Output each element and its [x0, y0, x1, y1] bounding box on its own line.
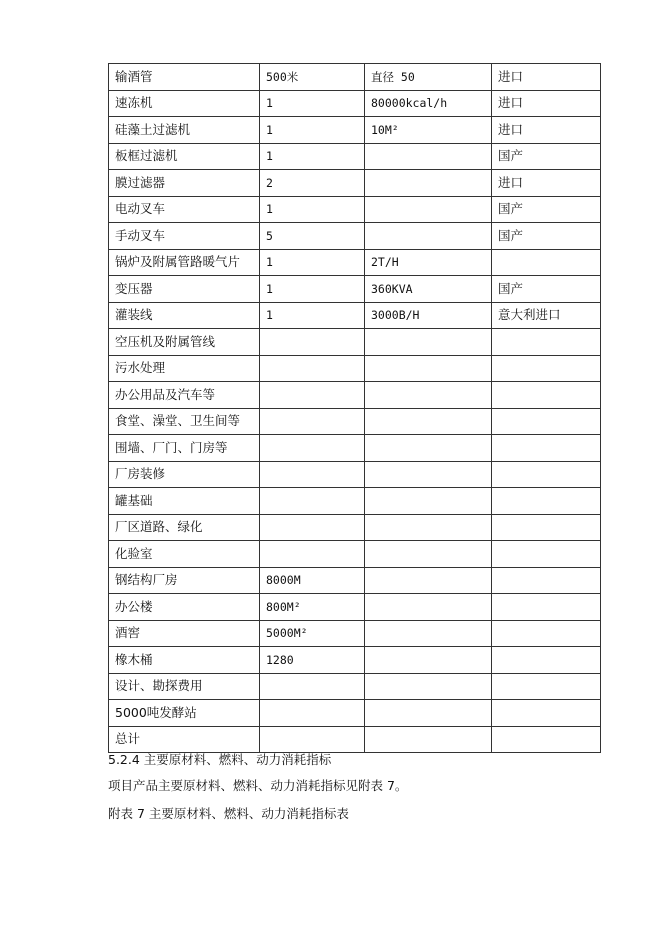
- cell-item-name: 围墙、厂门、门房等: [109, 435, 260, 462]
- cell-item-name: 橡木桶: [109, 647, 260, 674]
- cell-origin: [492, 435, 601, 462]
- table-row: [109, 249, 601, 276]
- cell-specification: [365, 726, 492, 753]
- cell-item-name: 钢结构厂房: [109, 567, 260, 594]
- equipment-table-body: [109, 64, 601, 753]
- cell-origin: [492, 488, 601, 515]
- cell-specification: [365, 170, 492, 197]
- cell-item-name: 灌装线: [109, 302, 260, 329]
- cell-specification: [365, 647, 492, 674]
- cell-item-name: 输酒管: [109, 64, 260, 91]
- cell-origin: 意大利进口: [492, 302, 601, 329]
- cell-specification: 360KVA: [365, 276, 492, 303]
- table-row: [109, 276, 601, 303]
- table-caption: 附表 7 主要原材料、燃料、动力消耗指标表: [108, 806, 349, 821]
- table-row: [109, 594, 601, 621]
- cell-item-name: 设计、勘探费用: [109, 673, 260, 700]
- cell-origin: [492, 700, 601, 727]
- cell-quantity: 800M²: [260, 594, 365, 621]
- cell-item-name: 锅炉及附属管路暖气片: [109, 249, 260, 276]
- table-row: [109, 567, 601, 594]
- cell-item-name: 厂区道路、绿化: [109, 514, 260, 541]
- cell-item-name: 总计: [109, 726, 260, 753]
- cell-quantity: [260, 355, 365, 382]
- cell-quantity: 1: [260, 196, 365, 223]
- cell-specification: [365, 673, 492, 700]
- cell-specification: [365, 435, 492, 462]
- cell-origin: [492, 249, 601, 276]
- cell-specification: [365, 329, 492, 356]
- cell-item-name: 5000吨发酵站: [109, 700, 260, 727]
- cell-specification: 10M²: [365, 117, 492, 144]
- cell-specification: [365, 143, 492, 170]
- table-row: [109, 541, 601, 568]
- cell-origin: [492, 673, 601, 700]
- table-row: [109, 329, 601, 356]
- cell-item-name: 速冻机: [109, 90, 260, 117]
- table-row: [109, 700, 601, 727]
- cell-origin: [492, 382, 601, 409]
- cell-specification: 2T/H: [365, 249, 492, 276]
- cell-quantity: [260, 329, 365, 356]
- cell-origin: 进口: [492, 170, 601, 197]
- cell-item-name: 污水处理: [109, 355, 260, 382]
- cell-specification: [365, 700, 492, 727]
- cell-specification: [365, 355, 492, 382]
- cell-quantity: [260, 726, 365, 753]
- cell-origin: [492, 541, 601, 568]
- table-row: [109, 64, 601, 91]
- cell-specification: 3000B/H: [365, 302, 492, 329]
- section-body-text: 项目产品主要原材料、燃料、动力消耗指标见附表 7。: [108, 778, 408, 793]
- table-row: [109, 143, 601, 170]
- table-row: [109, 117, 601, 144]
- cell-specification: 直径 50: [365, 64, 492, 91]
- equipment-table: [108, 63, 601, 753]
- cell-origin: 进口: [492, 117, 601, 144]
- cell-quantity: [260, 408, 365, 435]
- table-row: [109, 673, 601, 700]
- cell-specification: [365, 567, 492, 594]
- table-row: [109, 726, 601, 753]
- table-row: [109, 223, 601, 250]
- cell-quantity: 1: [260, 90, 365, 117]
- cell-item-name: 办公楼: [109, 594, 260, 621]
- cell-quantity: [260, 461, 365, 488]
- cell-origin: [492, 647, 601, 674]
- cell-item-name: 硅藻土过滤机: [109, 117, 260, 144]
- cell-specification: [365, 461, 492, 488]
- cell-specification: [365, 514, 492, 541]
- table-row: [109, 382, 601, 409]
- cell-quantity: 8000M: [260, 567, 365, 594]
- cell-item-name: 罐基础: [109, 488, 260, 515]
- cell-origin: [492, 726, 601, 753]
- cell-origin: [492, 514, 601, 541]
- cell-item-name: 食堂、澡堂、卫生间等: [109, 408, 260, 435]
- cell-specification: [365, 196, 492, 223]
- cell-specification: [365, 594, 492, 621]
- cell-specification: [365, 620, 492, 647]
- cell-quantity: 1: [260, 276, 365, 303]
- cell-origin: [492, 329, 601, 356]
- cell-quantity: [260, 488, 365, 515]
- table-row: [109, 90, 601, 117]
- cell-origin: [492, 567, 601, 594]
- cell-quantity: [260, 673, 365, 700]
- cell-specification: [365, 408, 492, 435]
- cell-origin: 进口: [492, 90, 601, 117]
- cell-origin: 进口: [492, 64, 601, 91]
- table-row: [109, 196, 601, 223]
- cell-quantity: 500米: [260, 64, 365, 91]
- cell-quantity: [260, 541, 365, 568]
- cell-item-name: 空压机及附属管线: [109, 329, 260, 356]
- cell-item-name: 酒窖: [109, 620, 260, 647]
- cell-specification: [365, 223, 492, 250]
- table-row: [109, 488, 601, 515]
- cell-quantity: [260, 435, 365, 462]
- cell-item-name: 膜过滤器: [109, 170, 260, 197]
- cell-origin: [492, 594, 601, 621]
- cell-origin: 国产: [492, 143, 601, 170]
- cell-quantity: 2: [260, 170, 365, 197]
- cell-specification: [365, 488, 492, 515]
- table-row: [109, 435, 601, 462]
- table-row: [109, 514, 601, 541]
- cell-specification: 80000kcal/h: [365, 90, 492, 117]
- cell-item-name: 办公用品及汽车等: [109, 382, 260, 409]
- cell-origin: 国产: [492, 196, 601, 223]
- cell-item-name: 板框过滤机: [109, 143, 260, 170]
- cell-origin: 国产: [492, 223, 601, 250]
- table-row: [109, 620, 601, 647]
- table-row: [109, 647, 601, 674]
- cell-item-name: 变压器: [109, 276, 260, 303]
- cell-quantity: [260, 514, 365, 541]
- cell-origin: [492, 408, 601, 435]
- cell-origin: [492, 620, 601, 647]
- cell-item-name: 手动叉车: [109, 223, 260, 250]
- cell-specification: [365, 382, 492, 409]
- cell-quantity: [260, 700, 365, 727]
- section-heading: 5.2.4 主要原材料、燃料、动力消耗指标: [108, 752, 332, 767]
- cell-quantity: 1280: [260, 647, 365, 674]
- table-row: [109, 355, 601, 382]
- table-row: [109, 302, 601, 329]
- cell-origin: [492, 355, 601, 382]
- cell-item-name: 电动叉车: [109, 196, 260, 223]
- cell-origin: 国产: [492, 276, 601, 303]
- cell-quantity: 1: [260, 302, 365, 329]
- cell-quantity: [260, 382, 365, 409]
- cell-quantity: 5: [260, 223, 365, 250]
- table-row: [109, 461, 601, 488]
- cell-quantity: 5000M²: [260, 620, 365, 647]
- cell-quantity: 1: [260, 143, 365, 170]
- cell-quantity: 1: [260, 249, 365, 276]
- cell-origin: [492, 461, 601, 488]
- cell-item-name: 厂房装修: [109, 461, 260, 488]
- cell-item-name: 化验室: [109, 541, 260, 568]
- table-row: [109, 170, 601, 197]
- table-row: [109, 408, 601, 435]
- cell-specification: [365, 541, 492, 568]
- cell-quantity: 1: [260, 117, 365, 144]
